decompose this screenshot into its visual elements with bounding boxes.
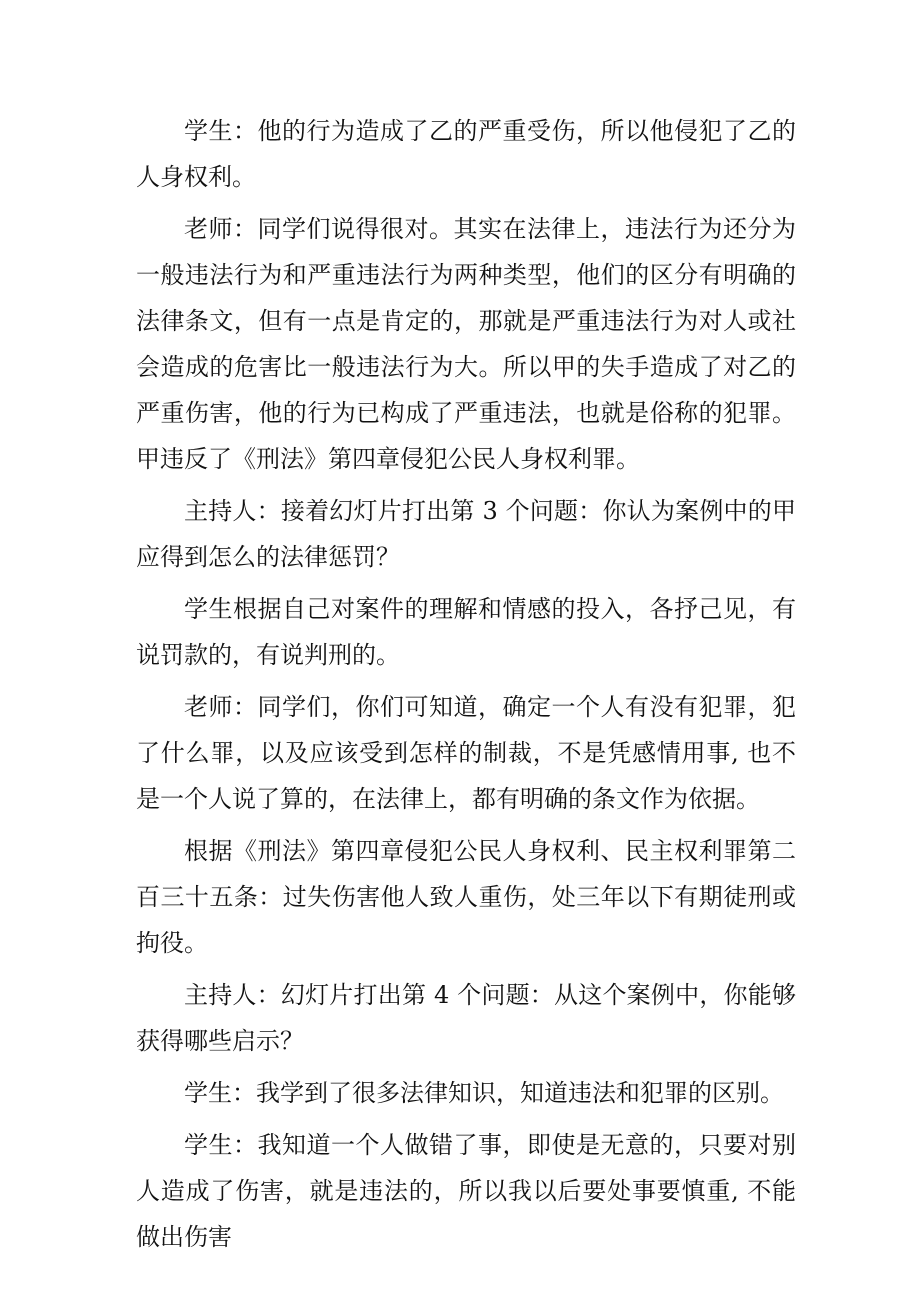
- paragraph-teacher-explanation-1: 老师：同学们说得很对。其实在法律上，违法行为还分为一般违法行为和严重违法行为两种类型，他们的区分有明确的法律条文，但有一点是肯定的，那就是严重违法行为对人或社会造成的危害比一般违法行为大。所以甲的失手造成了对乙的严重伤害，他的行为已构成了严重违法，也就是俗称的犯罪。甲违反了《刑法》第四章侵犯公民人身权利罪。: [136, 215, 796, 473]
- paragraph-student-answer-3: 学生：我知道一个人做错了事，即使是无意的，只要对别人造成了伤害，就是违法的，所以我以后要处事要慎重, 不能做出伤害: [136, 1131, 796, 1251]
- paragraph-host-question-3: 主持人：接着幻灯片打出第 3 个问题：你认为案例中的甲应得到怎么的法律惩罚？: [136, 497, 796, 571]
- paragraph-student-discussion: 学生根据自己对案件的理解和情感的投入，各抒己见，有说罚款的，有说判刑的。: [136, 595, 796, 669]
- paragraph-student-answer-2: 学生：我学到了很多法律知识，知道违法和犯罪的区别。: [184, 1079, 784, 1107]
- paragraph-teacher-explanation-2: 老师：同学们，你们可知道，确定一个人有没有犯罪，犯了什么罪，以及应该受到怎样的制裁，不是凭感情用事, 也不是一个人说了算的，在法律上，都有明确的条文作为依据。: [136, 693, 796, 813]
- document-body: [136, 108, 796, 1266]
- paragraph-criminal-law-article: 根据《刑法》第四章侵犯公民人身权利、民主权利罪第二百三十五条：过失伤害他人致人重伤，处三年以下有期徒刑或拘役。: [136, 837, 796, 957]
- paragraph-host-question-4: 主持人：幻灯片打出第 4 个问题：从这个案例中，你能够获得哪些启示？: [136, 981, 796, 1055]
- paragraph-student-answer-1: 学生：他的行为造成了乙的严重受伤，所以他侵犯了乙的人身权利。: [136, 117, 796, 191]
